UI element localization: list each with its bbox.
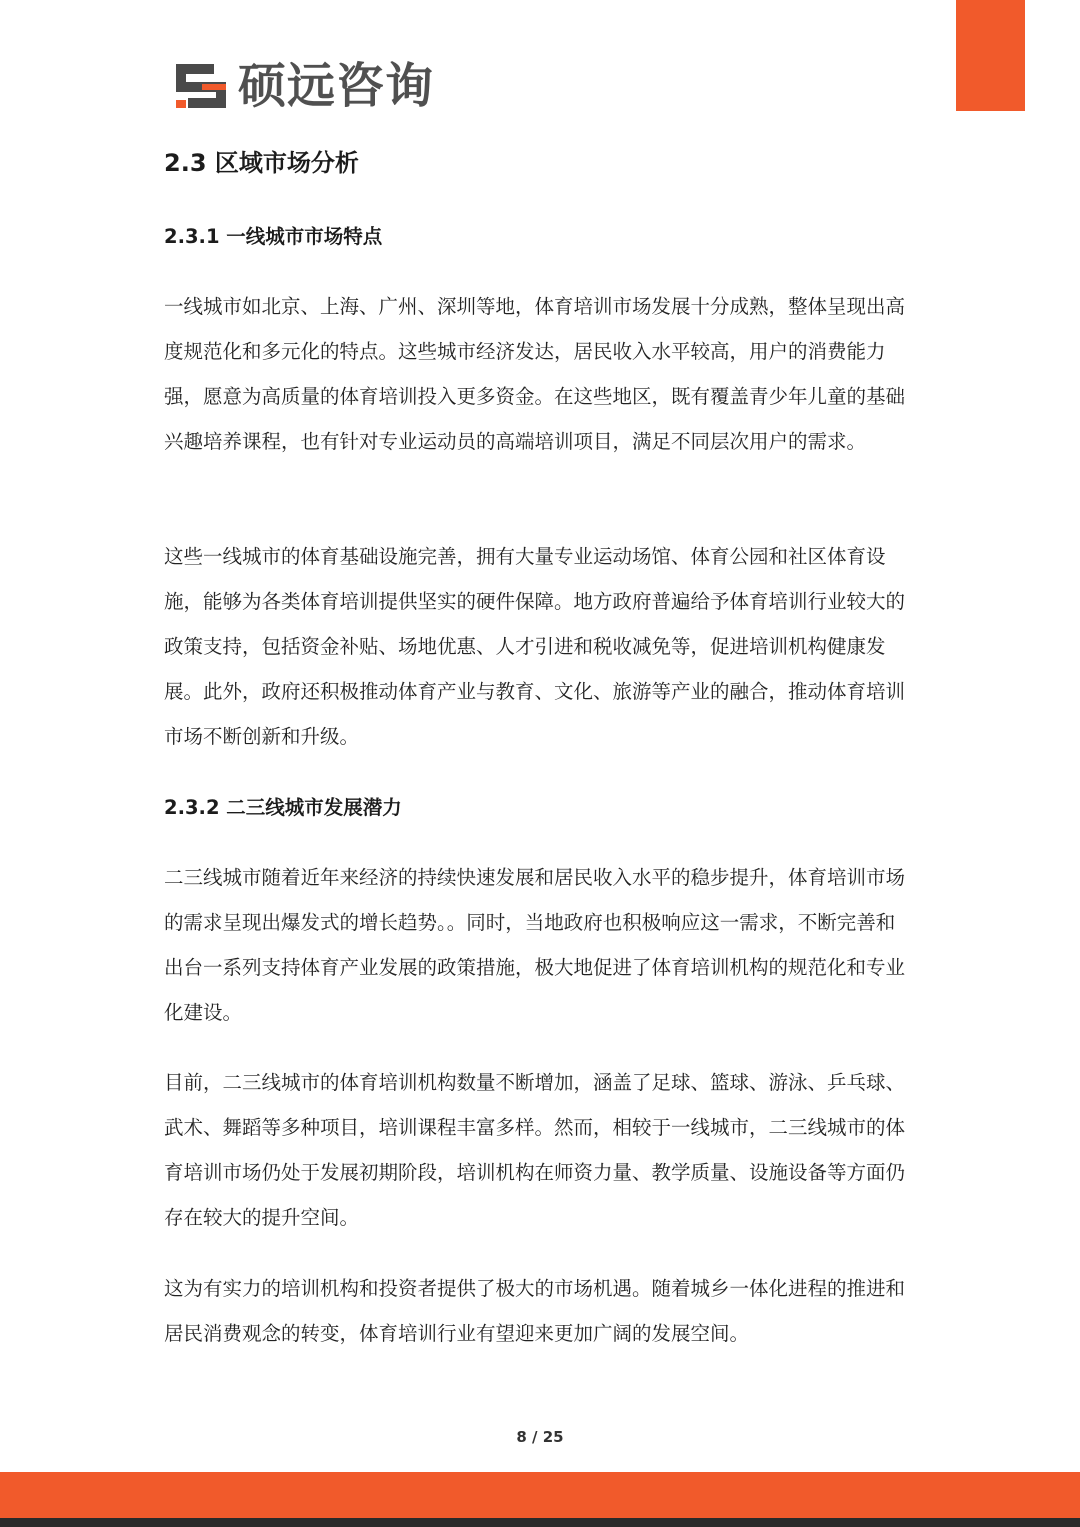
paragraph: 目前，二三线城市的体育培训机构数量不断增加，涵盖了足球、篮球、游泳、乒乓球、武术、舞蹈等多种项目，培训课程丰富多样。然而，相较于一线城市，二三线城市的体育培训市场仍处于发展初期阶段，培训机构在师资力量、教学质量、设施设备等方面仍存在较大的提升空间。 bbox=[164, 1071, 906, 1229]
paragraph: 这为有实力的培训机构和投资者提供了极大的市场机遇。随着城乡一体化进程的推进和居民消费观念的转变，体育培训行业有望迎来更加广阔的发展空间。 bbox=[164, 1277, 906, 1345]
subsection-title-second-tier: 2.3.2 二三线城市发展潜力 bbox=[164, 796, 402, 819]
paragraph: 二三线城市随着近年来经济的持续快速发展和居民收入水平的稳步提升，体育培训市场的需求呈现出爆发式的增长趋势。。同时，当地政府也积极响应这一需求，不断完善和出台一系列支持体育产业发展的政策措施，极大地促进了体育培训机构的规范化和专业化建设。 bbox=[164, 866, 906, 1024]
corner-accent-tab bbox=[956, 0, 1025, 111]
subsection-title-first-tier: 2.3.1 一线城市市场特点 bbox=[164, 225, 383, 248]
paragraph: 这些一线城市的体育基础设施完善，拥有大量专业运动场馆、体育公园和社区体育设施，能够为各类体育培训提供坚实的硬件保障。地方政府普遍给予体育培训行业较大的政策支持，包括资金补贴、场地优惠、人才引进和税收减免等，促进培训机构健康发展。此外，政府还积极推动体育产业与教育、文化、旅游等产业的融合，推动体育培训市场不断创新和升级。 bbox=[164, 545, 906, 748]
footer-dark-strip bbox=[0, 1518, 1080, 1527]
paragraph: 一线城市如北京、上海、广州、深圳等地，体育培训市场发展十分成熟，整体呈现出高度规范化和多元化的特点。这些城市经济发达，居民收入水平较高，用户的消费能力强，愿意为高质量的体育培训投入更多资金。在这些地区，既有覆盖青少年儿童的基础兴趣培养课程，也有针对专业运动员的高端培训项目，满足不同层次用户的需求。 bbox=[164, 295, 906, 453]
s-logo-icon bbox=[174, 62, 228, 110]
page-number: 8 / 25 bbox=[516, 1428, 564, 1446]
footer-accent-bar bbox=[0, 1472, 1080, 1518]
brand-logo bbox=[174, 58, 434, 114]
brand-name: 硕远咨询 bbox=[238, 58, 435, 114]
section-title: 2.3 区域市场分析 bbox=[164, 149, 359, 177]
